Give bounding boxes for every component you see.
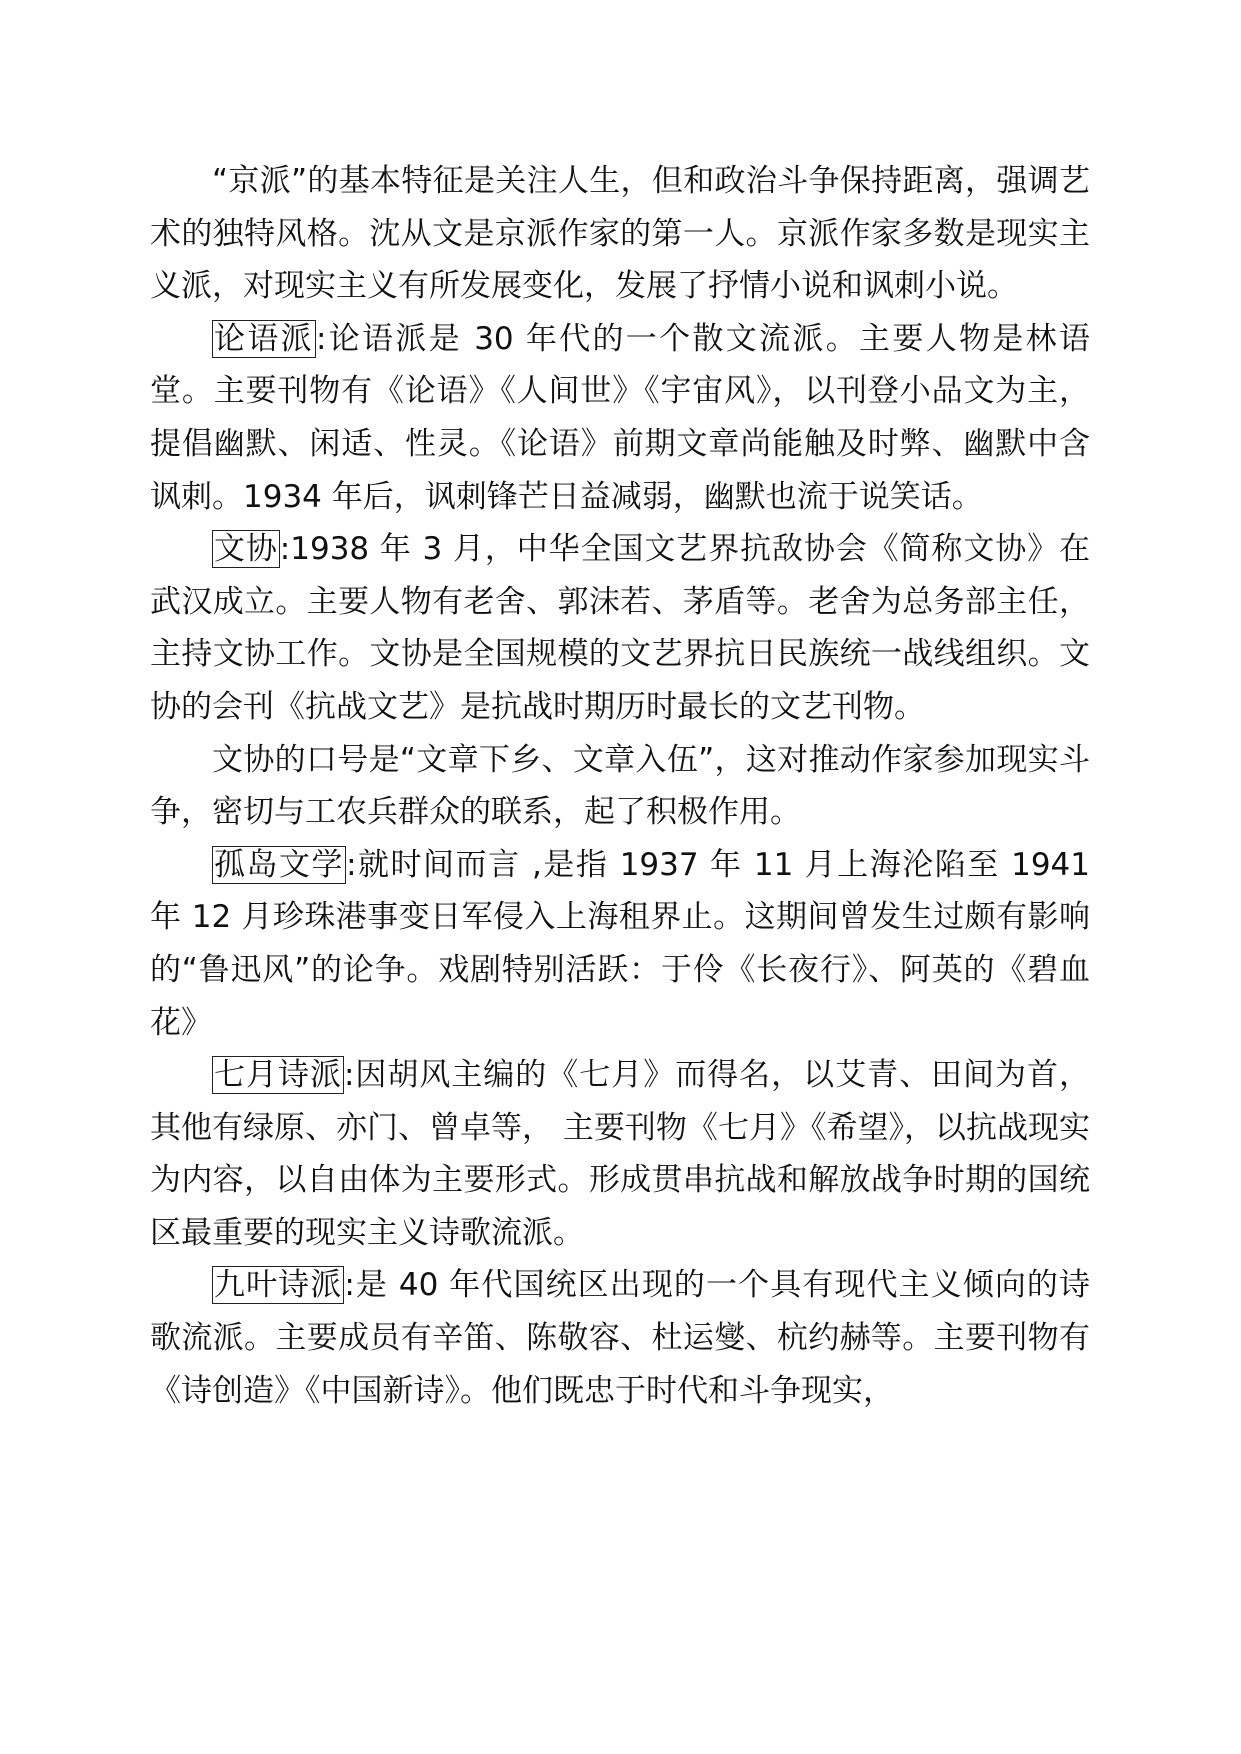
paragraph-wenxie-slogan bbox=[150, 734, 1090, 839]
paragraph-lunyupai bbox=[150, 313, 1090, 523]
term-box: 七月诗派 bbox=[214, 1057, 342, 1094]
term-box: 孤岛文学 bbox=[214, 846, 345, 883]
term-box: 文协 bbox=[214, 531, 278, 568]
paragraph-text: “京派”的基本特征是关注人生，但和政治斗争保持距离，强调艺术的独特风格。沈从文是京派作家的第一人。京派作家多数是现实主义派，对现实主义有所发展变化，发展了抒情小说和讽刺小说。 bbox=[150, 163, 1090, 305]
document-body bbox=[150, 155, 1090, 1417]
paragraph-gudao bbox=[150, 839, 1090, 1049]
paragraph-jiuye bbox=[150, 1259, 1090, 1417]
paragraph-text: 文协的口号是“文章下乡、文章入伍”，这对推动作家参加现实斗争，密切与工农兵群众的联系，起了积极作用。 bbox=[150, 741, 1090, 831]
paragraph-wenxie bbox=[150, 523, 1090, 733]
paragraph-jingpai bbox=[150, 155, 1090, 313]
paragraph-text: :就时间而言 ,是指 1937 年 11 月上海沦陷至 1941 年 12 月珍珠港事变日军侵入上海租界止。这期间曾发生过颇有影响的“鲁迅风”的论争。戏剧特别活跃：于伶《长夜行》、阿英的《碧血花》 bbox=[150, 846, 1091, 1041]
paragraph-qiyue bbox=[150, 1049, 1090, 1259]
paragraph-text: :是 40 年代国统区出现的一个具有现代主义倾向的诗歌流派。主要成员有辛笛、陈敬容、杜运燮、杭约赫等。主要刊物有《诗创造》《中国新诗》。他们既忠于时代和斗争现实， bbox=[150, 1267, 1090, 1409]
paragraph-text: :论语派是 30 年代的一个散文流派。主要人物是林语堂。主要刊物有《论语》《人间世》《宇宙风》，以刊登小品文为主，提倡幽默、闲适、性灵。《论语》前期文章尚能触及时弊、幽默中含讽刺。1934 年后，讽刺锋芒日益减弱，幽默也流于说笑话。 bbox=[150, 320, 1090, 515]
paragraph-text: :因胡风主编的《七月》而得名，以艾青、田间为首，其他有绿原、亦门、曾卓等， 主要刊物《七月》《希望》，以抗战现实为内容，以自由体为主要形式。形成贯串抗战和解放战争时期的国统区最重要的现实主义诗歌流派。 bbox=[150, 1057, 1090, 1251]
paragraph-text: :1938 年 3 月，中华全国文艺界抗敌协会《简称文协》在武汉成立。主要人物有老舍、郭沫若、茅盾等。老舍为总务部主任，主持文协工作。文协是全国规模的文艺界抗日民族统一战线组织。文协的会刊《抗战文艺》是抗战时期历时最长的文艺刊物。 bbox=[150, 531, 1091, 725]
term-box: 九叶诗派 bbox=[214, 1267, 343, 1304]
term-box: 论语派 bbox=[214, 320, 314, 357]
